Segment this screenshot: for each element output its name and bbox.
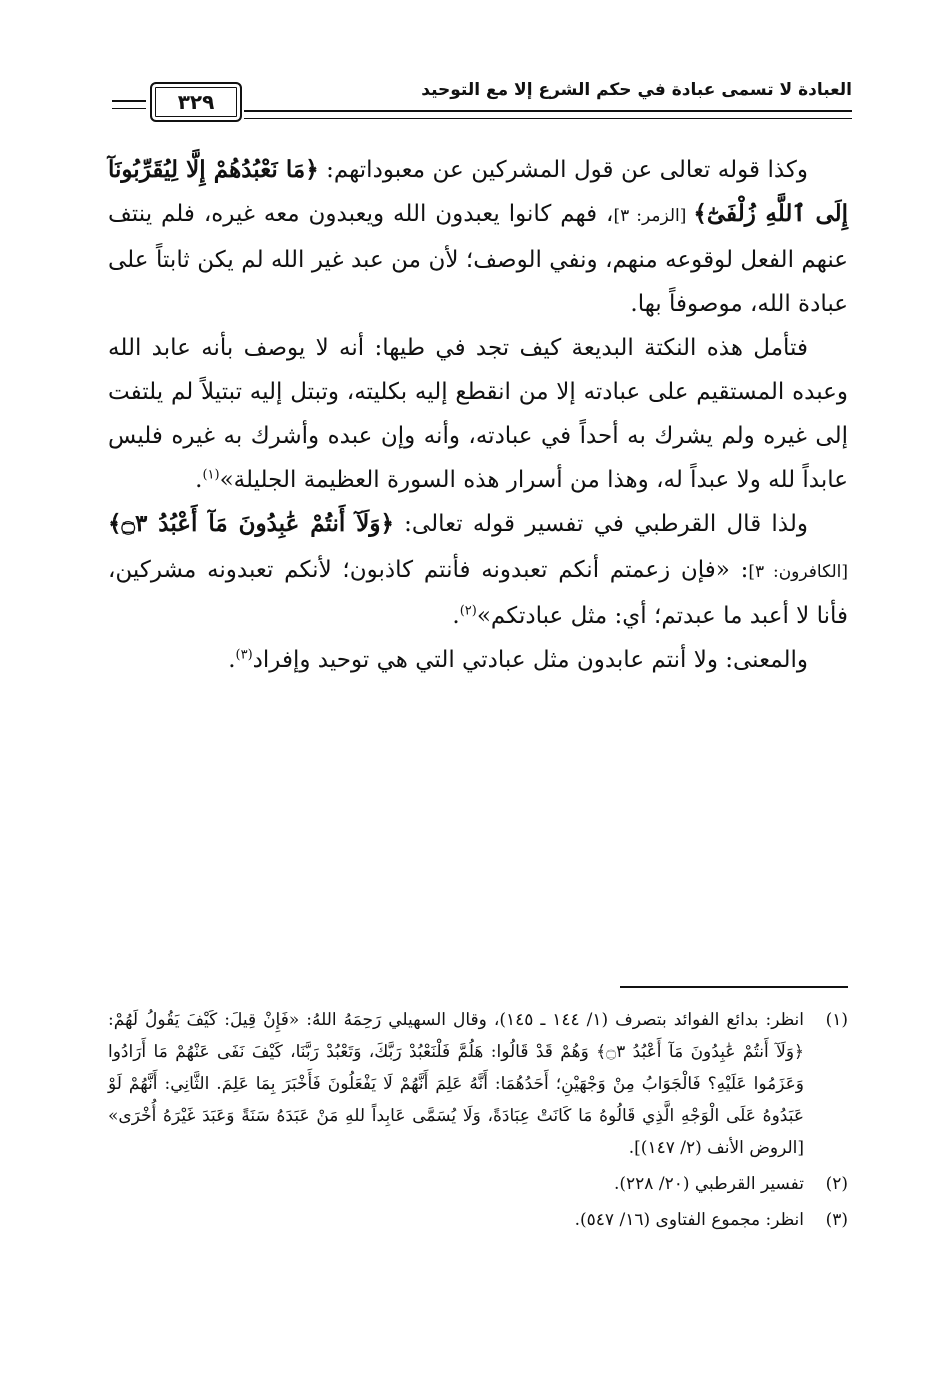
surah-reference-zumar: [الزمر: ٣] <box>613 206 694 226</box>
surah-reference-kafirun: [الكافرون: ٣] <box>748 562 848 582</box>
main-text <box>108 148 848 682</box>
paragraph-1 <box>108 148 848 326</box>
quran-quote-kafirun: ﴿وَلَآ أَنتُمْ عَٰبِدُونَ مَآ أَعْبُدُ ۝٣﴾ <box>108 510 394 537</box>
footnote-3 <box>108 1204 848 1236</box>
paragraph-3-intro: ولذا قال القرطبي في تفسير قوله تعالى: <box>393 511 808 537</box>
footnote-marker-2: (٢) <box>459 603 477 619</box>
footnote-number: (٣) <box>825 1210 848 1230</box>
footnote-number: (٢) <box>825 1174 848 1194</box>
footnote-separator <box>620 986 848 988</box>
footnote-1 <box>108 1004 848 1164</box>
paragraph-3-end: . <box>452 603 460 629</box>
header-rule <box>244 110 852 119</box>
footnote-text: تفسير القرطبي (٢٠/ ٢٢٨). <box>613 1174 804 1194</box>
footnote-marker-3: (٣) <box>235 647 253 663</box>
footnote-text: انظر: مجموع الفتاوى (١٦/ ٥٤٧). <box>574 1210 804 1230</box>
footnote-text: انظر: بدائع الفوائد بتصرف (١/ ١٤٤ ـ ١٤٥)، وقال السهيلي رَحِمَهُ اللهُ: «فَإِنْ قِيلَ: كَيْفَ يَقُولُ لَهُمْ: ﴿وَلَآ أَنتُمْ عَٰبِدُونَ مَآ أَعْبُدُ ۝٣﴾ وَهُمْ قَدْ قَالُوا: هَلُمَّ فَلْنَعْبُدْ رَبَّكَ، وَتَعْبُدْ رَبَّنَا، كَيْفَ نَفَى عَنْهُمْ مَا أَرَادُوا وَعَزَمُوا عَلَيْهِ؟ فَالْجَوَابُ مِنْ وَجْهَيْنِ؛ أَحَدُهُمَا: أَنَّهُ عَلِمَ أَنَّهُمْ لَا يَفْعَلُونَ فَأَخْبَرَ بِمَا عَلِمَ. الثَّانِي: أَنَّهُمْ لَوْ عَبَدُوهُ عَلَى الْوَجْهِ الَّذِي قَالُوهُ مَا كَانَتْ عِبَادَةً، وَلَا يُسَمَّى عَابِداً للهِ مَنْ عَبَدَهُ سَنَةً وَعَبَدَ غَيْرَهُ أُخْرَى» [الروض الأنف (٢/ ١٤٧)]. <box>108 1010 804 1158</box>
paragraph-4 <box>108 638 848 682</box>
paragraph-2 <box>108 326 848 502</box>
quran-quote-zumar: ﴿مَا نَعْبُدُهُمْ إِلَّا لِيُقَرِّبُونَآ إِلَى ٱللَّهِ زُلْفَىٰٓ﴾ <box>108 156 849 227</box>
running-title: العبادة لا تسمى عبادة في حكم الشرع إلا مع التوحيد <box>421 80 852 100</box>
page-number: ٣٢٩ <box>150 82 242 122</box>
page-header <box>112 72 852 130</box>
paragraph-4-text: والمعنى: ولا أنتم عابدون مثل عبادتي التي هي توحيد وإفراد <box>252 647 808 673</box>
paragraph-3 <box>108 502 848 638</box>
header-rule-short <box>112 100 146 109</box>
paragraph-1-rest: ، فهم كانوا يعبدون الله ويعبدون معه غيره، فلم ينتف عنهم الفعل لوقوعه منهم، ونفي الوصف؛ لأن من عبد غير الله لم يكن ثابتاً على عبادة الله، موصوفاً بها. <box>108 201 848 317</box>
paragraph-1-intro: وكذا قوله تعالى عن قول المشركين عن معبوداتهم: <box>318 157 808 183</box>
paragraph-3-rest: : «فإن زعمتم أنكم تعبدونه فأنتم كاذبون؛ لأنكم تعبدونه مشركين، فأنا لا أعبد ما عبدتم؛ أي: مثل عبادتكم» <box>108 557 848 629</box>
footnote-2 <box>108 1168 848 1200</box>
paragraph-2-end: . <box>195 467 203 493</box>
footnote-marker-1: (١) <box>202 467 220 483</box>
footnotes <box>108 1004 848 1240</box>
footnote-number: (١) <box>825 1010 848 1030</box>
paragraph-4-end: . <box>228 647 236 673</box>
paragraph-2-text: فتأمل هذه النكتة البديعة كيف تجد في طيها: أنه لا يوصف بأنه عابد الله وعبده المستقيم على عبادته إلا من انقطع إليه بكليته، وتبتل إليه تبتيلاً لم يلتفت إلى غيره ولم يشرك به أحداً في عبادته، وأنه وإن عبده وأشرك به غيره فليس عابداً لله ولا عبداً له، وهذا من أسرار هذه السورة العظيمة الجليلة» <box>108 335 848 493</box>
